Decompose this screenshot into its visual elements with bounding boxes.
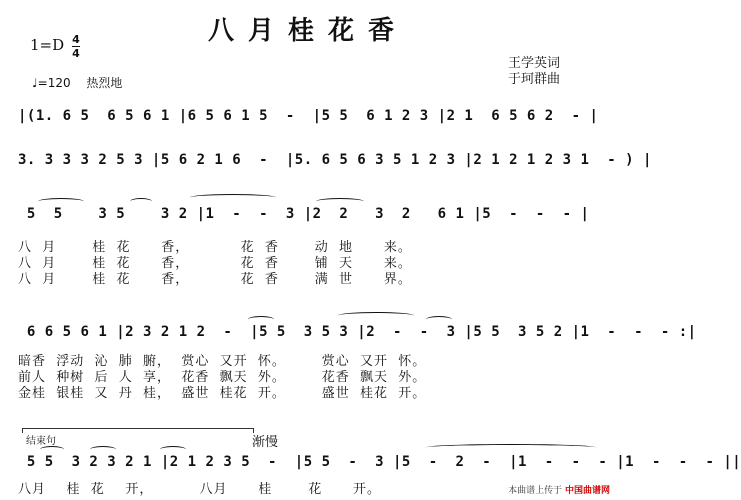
- watermark: [508, 483, 610, 496]
- score-line-4: 6 6 5 6 1 |2 3 2 1 2 - |5 5 3 5 3 |2 - - 3 |5 5 3 5 2 |1 - - - :|: [18, 324, 697, 340]
- key-signature: 1=D: [30, 36, 65, 54]
- credits: [508, 56, 560, 88]
- score-line-2: 3. 3 3 3 2 5 3 |5 6 2 1 6 - |5. 6 5 6 3 5 1 2 3 |2 1 2 1 2 3 1 - ) |: [18, 152, 652, 168]
- song-title: 八月桂花香: [207, 16, 408, 46]
- score-line-5: 5 5 3 2 3 2 1 |2 1 2 3 5 - |5 5 - 3 |5 - 2 - |1 - - - |1 - - - ||: [18, 454, 741, 470]
- score-line-3: 5 5 3 5 3 2 |1 - - 3 |2 2 3 2 6 1 |5 - - - |: [18, 206, 590, 222]
- tempo-marking: ♩=120 热烈地: [32, 76, 123, 90]
- ending-label: 结束句: [26, 436, 56, 447]
- score-line-1: |(1. 6 5 6 5 6 1 |6 5 6 1 5 - |5 5 6 1 2 3 |2 1 6 5 6 2 - |: [18, 108, 599, 124]
- lyric-line-4c: 金桂 银桂 又 丹 桂， 盛世 桂花 开。 盛世 桂花 开。: [18, 386, 427, 401]
- lyric-line-3c: 八 月 桂 花 香， 花 香 满 世 界。: [18, 272, 412, 287]
- lyric-line-5: 八月 桂 花 开， 八月 桂 花 开。: [18, 482, 382, 497]
- composer: 于珂群曲: [507, 72, 560, 87]
- time-signature-bottom: 4: [72, 47, 80, 60]
- lyric-line-4b: 前人 种树 后 人 享， 花香 飘天 外。 花香 飘天 外。: [18, 370, 427, 385]
- lyricist: 王学英词: [507, 56, 560, 71]
- time-signature: [72, 34, 80, 59]
- watermark-text: 本曲谱上传于: [508, 486, 565, 496]
- ritardando-label: 渐慢: [252, 435, 279, 450]
- lyric-line-3b: 八 月 桂 花 香， 花 香 铺 天 来。: [18, 256, 412, 271]
- watermark-brand: 中国曲谱网: [564, 486, 610, 496]
- time-signature-top: 4: [72, 33, 80, 46]
- lyric-line-3a: 八 月 桂 花 香， 花 香 动 地 来。: [18, 240, 412, 255]
- lyric-line-4a: 暗香 浮动 沁 肺 腑， 赏心 又开 怀。 赏心 又开 怀。: [18, 354, 427, 369]
